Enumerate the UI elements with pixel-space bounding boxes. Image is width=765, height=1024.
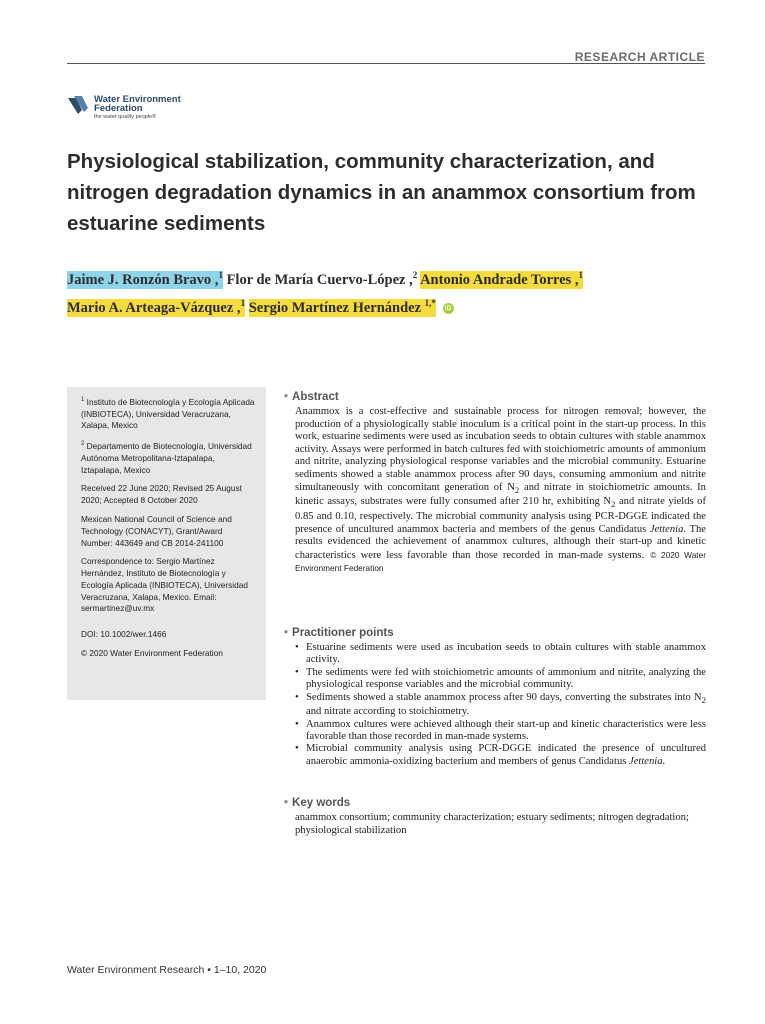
wef-logo (68, 94, 198, 124)
list-item: • Sediments showed a stable anammox process after 90 days, converting the substrates into $N_2$ and nitrate according to stoichiometry. (295, 692, 706, 719)
article-type-label: RESEARCH ARTICLE (574, 50, 705, 64)
list-item: • The sediments were fed with stoichiometric amounts of ammonium and nitrite, analyzing the physiological response variables and the microbial community. (295, 667, 706, 692)
list-item: • Estuarine sediments were used as incubation seeds to obtain cultures with stable anammox activity. (295, 642, 706, 667)
author-2: Flor de María Cuervo-López ,$^2$ (226, 270, 418, 288)
author-4[interactable]: Mario A. Arteaga-Vázquez ,$^1$ (67, 297, 246, 316)
article-info-sidebar (67, 387, 266, 700)
sidebar-copyright: © 2020 Water Environment Federation (81, 648, 223, 659)
logo-line1: Water Environment (94, 94, 181, 105)
author-5[interactable]: Sergio Martínez Hernández $^{1,*}$ (248, 297, 436, 316)
keywords-heading: • Key words (284, 797, 351, 809)
author-1[interactable]: Jaime J. Ronzón Bravo ,$^1$ (67, 270, 223, 288)
paper-title: Physiological stabilization, community characterization, and nitrogen degradation dynamics in an anammox consortium from estuarine sediments (67, 150, 696, 235)
author-list (67, 264, 717, 320)
list-item: • Microbial community analysis using PCR-DGGE indicated the presence of uncultured anaerobic ammonia-oxidizing bacterium and members of genus Candidatus Jettenia. (295, 743, 706, 768)
orcid-icon[interactable]: iD (443, 303, 454, 314)
logo-line2: Federation (94, 103, 143, 114)
abstract-section (284, 390, 706, 576)
received-dates: Received 22 June 2020; Revised 25 August 2020; Accepted 8 October 2020 (81, 483, 242, 506)
abstract-heading: • Abstract (284, 391, 339, 403)
keywords-text: anammox consortium; community characterization; estuary sediments; nitrogen degradation; physiological stabilization (295, 812, 689, 836)
abstract-copyright: © 2020 Water Environment Federation (295, 549, 706, 574)
wave-logo-icon (68, 94, 92, 116)
list-item: • Anammox cultures were achieved although their start-up and kinetic characteristics were less favorable than those recorded in man-made systems. (295, 719, 706, 744)
page-footer: Water Environment Research • 1–10, 2020 (67, 964, 267, 976)
keywords-section (284, 796, 706, 837)
practitioner-list (295, 642, 706, 768)
practitioner-points-section (284, 626, 706, 768)
correspondence: Correspondence to: Sergio Martínez Hernández, Instituto de Biotecnología y Ecología Aplicada (INBIOTECA), Universidad Veracruzana, Xalapa, Mexico. Email: sermartinez@uv.mx (81, 556, 248, 614)
affiliation-1: $^1$ Instituto de Biotecnología y Ecología Aplicada (INBIOTECA), Universidad Veracruzana, Xalapa, Mexico (81, 396, 255, 431)
logo-tagline: the water quality people® (94, 114, 157, 120)
affiliation-2: $^2$ Departamento de Biotecnología, Universidad Autónoma Metropolitana-Iztapalapa, Iztapalapa, Mexico (81, 440, 252, 475)
funding-info: Mexican National Council of Science and Technology (CONACYT), Grant/Award Number: 443649 and CB 2014-241100 (81, 513, 232, 548)
abstract-text: Anammox is a cost-effective and sustainable process for nitrogen removal; however, the production of a physiologically stable inoculum is a critical point in the start-up process. In this work, estuarine sediments were used as incubation seeds to obtain cultures with stable anammox activity. Assays were performed in batch cultures fed with stoichiometric amounts of ammonium and nitrite, analyzing physiological response variables and the microbial community. Estuarine sediments showed a stable anammox process after 90 days, consuming ammonium and nitrite simultaneously with concomitant generation of $N_2$ and nitrate in stoichiometric amounts. In kinetic assays, substrates were fully consumed after 210 hr, exhibiting $N_2$ and nitrate yields of 0.85 and 0.10, respectively. The microbial community analysis using PCR-DGGE indicated the presence of uncultured anammox bacteria and members of the genus Candidatus Jettenia. The results evidenced the achievement of anammox cultures, although their start-up and kinetic characteristics were less favorable than those recorded in man-made systems. © 2020 Water Environment Federation (295, 406, 706, 574)
author-3[interactable]: Antonio Andrade Torres ,$^1$ (420, 270, 584, 288)
practitioner-heading: • Practitioner points (284, 627, 394, 639)
doi[interactable]: DOI: 10.1002/wer.1466 (81, 629, 167, 640)
